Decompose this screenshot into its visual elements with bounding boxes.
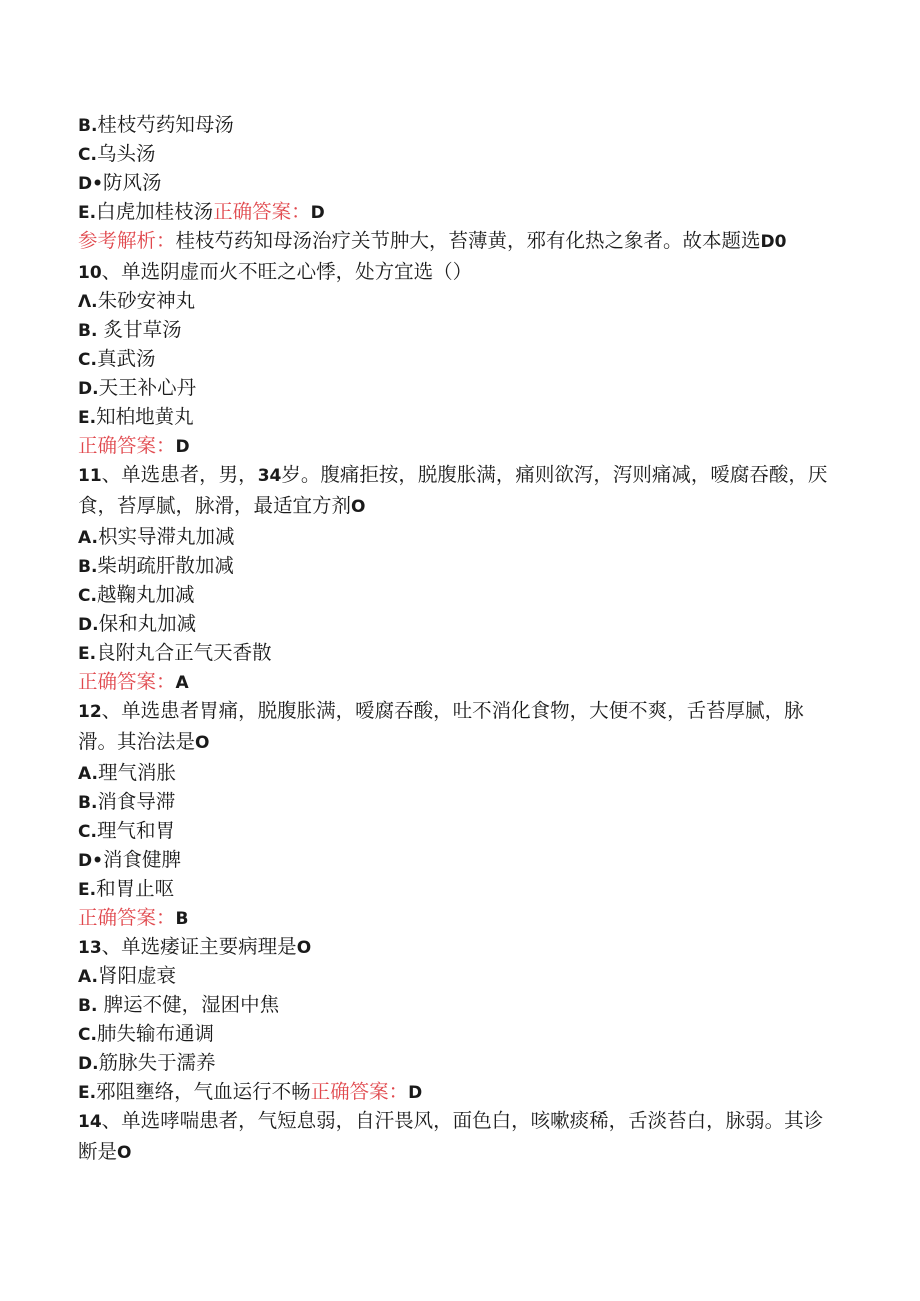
option-letter: D•: [78, 174, 103, 194]
option-letter: E.: [78, 880, 97, 900]
option-line: [78, 197, 838, 226]
option-text: 天王补心丹: [98, 376, 197, 399]
option-letter: E.: [78, 203, 97, 223]
option-text: 枳实导滞丸加减: [97, 525, 235, 548]
question-stem: [78, 932, 838, 961]
option-line: [78, 787, 838, 816]
option-text: 炙甘草汤: [97, 318, 182, 341]
option-text: 真武汤: [96, 347, 156, 370]
option-line: [78, 402, 838, 431]
option-letter: A.: [78, 967, 98, 987]
patient-age: 34: [257, 466, 282, 486]
question-stem: [78, 696, 838, 758]
question-blank: O: [296, 938, 312, 958]
answer-label: 正确答案：: [78, 670, 176, 693]
option-text: 脾运不健，湿困中焦: [97, 993, 280, 1016]
option-text: 和胃止呕: [96, 877, 175, 900]
option-text: 良附丸合正气天香散: [96, 641, 272, 664]
option-letter: B.: [78, 321, 98, 341]
option-letter: A.: [78, 528, 98, 548]
option-line: [78, 816, 838, 845]
question-number: 12: [78, 702, 102, 722]
option-letter: E.: [78, 644, 97, 664]
answer-label: 正确答案：: [78, 906, 176, 929]
option-letter: B.: [78, 996, 98, 1016]
option-line: [78, 168, 838, 197]
option-letter: D.: [78, 1054, 99, 1074]
analysis-paragraph: [78, 226, 838, 257]
option-line: [78, 638, 838, 667]
option-text: 肾阳虚衰: [97, 964, 176, 987]
option-letter: C.: [78, 1025, 97, 1045]
option-line: [78, 961, 838, 990]
option-line: [78, 580, 838, 609]
question-number: 13: [78, 938, 102, 958]
analysis-answer: D0: [760, 232, 787, 252]
option-letter: C.: [78, 822, 97, 842]
question-text-continued: 岁。腹痛拒按，脱腹胀满，痛则欲泻，泻则痛减，嗳腐吞酸，厌食，苔厚腻，脉滑，最适宜方剂: [78, 463, 828, 517]
option-letter: D.: [78, 615, 99, 635]
question-stem: [78, 1106, 838, 1168]
option-text: 保和丸加减: [98, 612, 197, 635]
answer-value: D: [408, 1083, 423, 1103]
option-text: 筋脉失于濡养: [98, 1051, 216, 1074]
option-text: 防风汤: [102, 171, 162, 194]
option-line: [78, 758, 838, 787]
answer-value: D: [175, 437, 190, 457]
option-text: 邪阻壅络，气血运行不畅: [96, 1080, 311, 1103]
option-letter: C.: [78, 350, 97, 370]
option-text: 理气消胀: [97, 761, 176, 784]
answer-value: A: [175, 673, 189, 693]
option-text: 柴胡疏肝散加减: [97, 554, 234, 577]
option-letter: B.: [78, 793, 98, 813]
option-text: 越鞠丸加减: [96, 583, 195, 606]
question-number: 14: [78, 1112, 102, 1132]
option-letter: C.: [78, 586, 97, 606]
answer-line: [78, 903, 838, 932]
question-text: 、单选阴虚而火不旺之心悸，处方宜选（）: [101, 260, 473, 283]
option-line: [78, 286, 838, 315]
option-text: 消食健脾: [102, 848, 181, 871]
question-stem: [78, 257, 838, 286]
question-number: 11: [78, 466, 102, 486]
option-text: 白虎加桂枝汤: [96, 200, 214, 223]
option-text: 消食导滞: [97, 790, 176, 813]
option-line: [78, 845, 838, 874]
question-text: 、单选患者胃痛，脱腹胀满，嗳腐吞酸，吐不消化食物，大便不爽，舌苔厚腻，脉滑。其治法是: [78, 699, 804, 753]
option-letter: C.: [78, 145, 97, 165]
analysis-text: 桂枝芍药知母汤治疗关节肿大，苔薄黄，邪有化热之象者。故本题选: [175, 229, 761, 252]
option-letter: D•: [78, 851, 103, 871]
option-line: [78, 1048, 838, 1077]
answer-label: 正确答案：: [213, 200, 311, 223]
option-line: [78, 315, 838, 344]
option-text: 肺失输布通调: [96, 1022, 214, 1045]
option-line: [78, 874, 838, 903]
option-line: [78, 522, 838, 551]
option-letter: D.: [78, 379, 99, 399]
question-blank: O: [117, 1143, 132, 1163]
question-text: 、单选痿证主要病理是: [101, 935, 297, 958]
question-blank: O: [351, 497, 366, 517]
answer-label: 正确答案：: [78, 434, 176, 457]
option-line: [78, 1077, 838, 1106]
option-text: 朱砂安神丸: [97, 289, 196, 312]
question-stem: [78, 460, 838, 522]
answer-line: [78, 431, 838, 460]
option-letter: E.: [78, 1083, 97, 1103]
answer-line: [78, 667, 838, 696]
option-line: [78, 1019, 838, 1048]
option-line: [78, 110, 838, 139]
option-line: [78, 139, 838, 168]
option-line: [78, 990, 838, 1019]
option-text: 知柏地黄丸: [96, 405, 194, 428]
answer-value: D: [310, 203, 325, 223]
option-line: [78, 551, 838, 580]
option-letter: B.: [78, 116, 98, 136]
option-text: 乌头汤: [96, 142, 156, 165]
option-letter: Λ.: [78, 292, 98, 312]
document-body: [78, 110, 838, 1168]
question-blank: O: [195, 733, 210, 753]
option-letter: A.: [78, 764, 98, 784]
option-letter: E.: [78, 408, 97, 428]
question-text: 、单选哮喘患者，气短息弱，自汗畏风，面色白，咳嗽痰稀，舌淡苔白，脉弱。其诊断是: [78, 1109, 824, 1163]
option-text: 理气和胃: [96, 819, 175, 842]
question-number: 10: [78, 263, 102, 283]
option-letter: B.: [78, 557, 98, 577]
answer-label: 正确答案：: [310, 1080, 409, 1103]
question-text: 、单选患者，男，: [101, 463, 258, 486]
option-line: [78, 609, 838, 638]
option-line: [78, 344, 838, 373]
option-text: 桂枝芍药知母汤: [97, 113, 234, 136]
analysis-label: 参考解析：: [78, 229, 176, 252]
answer-value: B: [175, 909, 189, 929]
option-line: [78, 373, 838, 402]
